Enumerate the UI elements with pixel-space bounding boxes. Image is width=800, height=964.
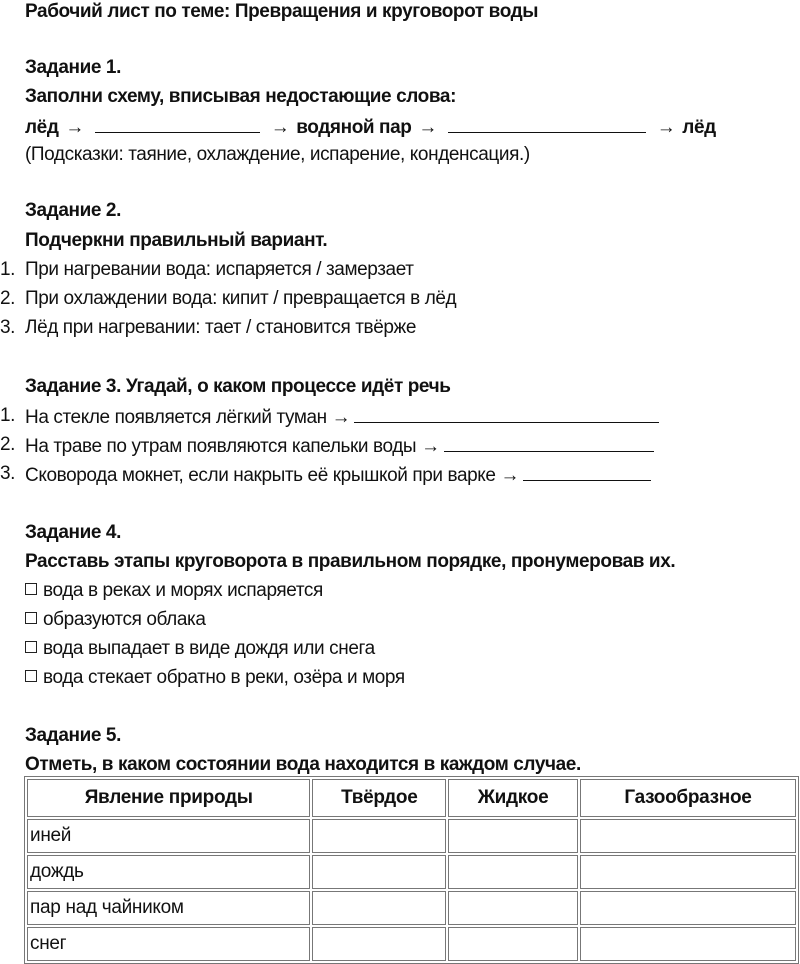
table-row: [27, 819, 796, 853]
table-row: [27, 891, 796, 925]
task2-item: [0, 287, 457, 311]
task4-item: [25, 666, 405, 690]
phenomenon-cell: пар над чайником: [27, 891, 310, 925]
task1-instruction: Заполни схему, вписывая недостающие слова:: [25, 86, 456, 107]
checkbox-icon[interactable]: [25, 612, 37, 624]
gas-cell[interactable]: [580, 819, 796, 853]
item-text: Сковорода мокнет, если накрыть её крышкой при варке →: [25, 465, 520, 486]
phenomenon-cell: иней: [27, 819, 310, 853]
solid-cell[interactable]: [312, 927, 446, 961]
solid-cell[interactable]: [312, 819, 446, 853]
column-header: Жидкое: [448, 779, 578, 817]
table-row: [27, 927, 796, 961]
task4-item: [25, 637, 375, 661]
scheme-middle: водяной пар: [296, 117, 412, 138]
solid-cell[interactable]: [312, 891, 446, 925]
item-text[interactable]: Лёд при нагревании: тает / становится твёрже: [25, 317, 417, 338]
arrow-icon: →: [270, 117, 290, 138]
task1-hints: (Подсказки: таяние, охлаждение, испарение, конденсация.): [25, 144, 530, 165]
checkbox-icon[interactable]: [25, 583, 37, 595]
item-text: вода в реках и морях испаряется: [43, 580, 323, 601]
item-number: 3.: [0, 463, 16, 484]
checkbox-icon[interactable]: [25, 641, 37, 653]
task2-item: [0, 316, 417, 340]
item-text: вода выпадает в виде дождя или снега: [43, 638, 375, 659]
task1-heading: Задание 1.: [25, 57, 121, 78]
task5-instruction: Отметь, в каком состоянии вода находится в каждом случае.: [25, 754, 581, 775]
arrow-icon: →: [656, 117, 676, 138]
task2-item: [0, 258, 414, 282]
table-header-row: [27, 779, 796, 817]
phenomenon-cell: снег: [27, 927, 310, 961]
scheme-end: лёд: [682, 117, 716, 138]
item-number: 3.: [0, 317, 16, 338]
task4-instruction: Расставь этапы круговорота в правильном порядке, пронумеровав их.: [25, 551, 676, 572]
item-text: На траве по утрам появляются капельки воды →: [25, 436, 440, 457]
item-text[interactable]: При охлаждении вода: кипит / превращается в лёд: [25, 288, 457, 309]
item-text: образуются облака: [43, 609, 206, 630]
solid-cell[interactable]: [312, 855, 446, 889]
answer-blank[interactable]: [444, 433, 654, 452]
arrow-icon: →: [418, 117, 438, 138]
item-text: На стекле появляется лёгкий туман →: [25, 407, 351, 428]
scheme-start: лёд: [25, 117, 59, 138]
phenomenon-cell: дождь: [27, 855, 310, 889]
item-text: вода стекает обратно в реки, озёра и моря: [43, 667, 405, 688]
states-table: [24, 776, 799, 964]
column-header: Газообразное: [580, 779, 796, 817]
item-number: 1.: [0, 259, 16, 280]
liquid-cell[interactable]: [448, 927, 578, 961]
item-text[interactable]: При нагревании вода: испаряется / замерзает: [25, 259, 414, 280]
gas-cell[interactable]: [580, 927, 796, 961]
arrow-icon: →: [65, 117, 84, 138]
task3-item: [0, 462, 520, 486]
answer-blank-2[interactable]: [448, 114, 646, 133]
liquid-cell[interactable]: [448, 819, 578, 853]
task4-heading: Задание 4.: [25, 522, 121, 543]
item-number: 2.: [0, 288, 16, 309]
liquid-cell[interactable]: [448, 855, 578, 889]
checkbox-icon[interactable]: [25, 670, 37, 682]
task2-instruction: Подчеркни правильный вариант.: [25, 230, 328, 251]
task5-heading: Задание 5.: [25, 725, 121, 746]
task1-scheme: [25, 114, 716, 140]
task3-heading: Задание 3. Угадай, о каком процессе идёт речь: [25, 376, 451, 397]
task2-heading: Задание 2.: [25, 200, 121, 221]
task3-item: [0, 404, 351, 428]
liquid-cell[interactable]: [448, 891, 578, 925]
answer-blank[interactable]: [523, 462, 651, 481]
task4-item: [25, 579, 323, 603]
page-title: Рабочий лист по теме: Превращения и круговорот воды: [25, 1, 539, 22]
task3-item: [0, 433, 440, 457]
answer-blank[interactable]: [354, 404, 659, 423]
column-header: Твёрдое: [312, 779, 446, 817]
task4-item: [25, 608, 206, 632]
table-row: [27, 855, 796, 889]
item-number: 2.: [0, 434, 16, 455]
item-number: 1.: [0, 405, 16, 426]
answer-blank-1[interactable]: [95, 114, 260, 133]
column-header: Явление природы: [27, 779, 310, 817]
gas-cell[interactable]: [580, 855, 796, 889]
gas-cell[interactable]: [580, 891, 796, 925]
